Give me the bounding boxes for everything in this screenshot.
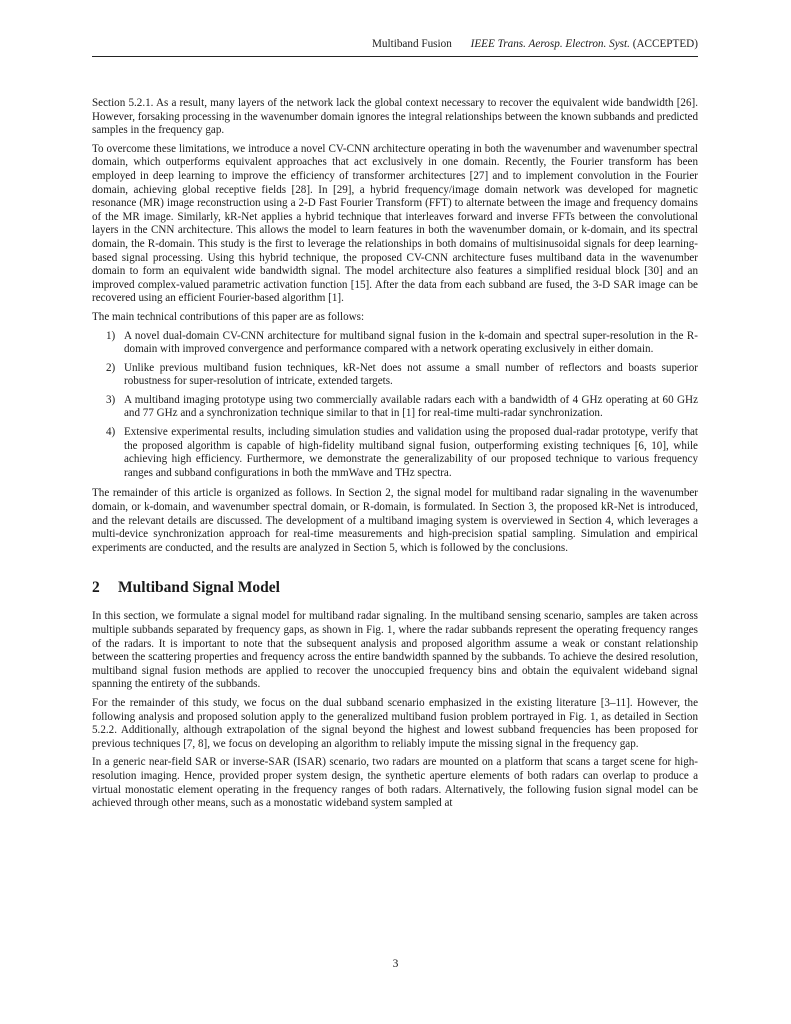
header-journal: IEEE Trans. Aerosp. Electron. Syst. bbox=[470, 38, 630, 50]
body-text bbox=[92, 97, 698, 816]
paragraph: The main technical contributions of this paper are as follows: bbox=[92, 310, 365, 323]
list-item bbox=[92, 330, 698, 357]
list-number: 3) bbox=[106, 393, 116, 406]
paragraph: In this section, we formulate a signal model for multiband radar signaling. In the multiband sensing scenario, samples are taken across multiple subbands separated by frequency gaps, as shown in Fig. 1, where the radar subbands represent the operating frequency ranges of the radars. It is important to note that the subsequent analysis and proposed algorithm assume a weak or constant relationship between the scattering properties and frequency across the entire bandwidth spanned by the subbands. To achieve the desired resolution, multiband signal fusion methods are applied to recover the unoccupied frequency bins and obtain the equivalent wideband signal spanning the entirety of the subbands. bbox=[92, 610, 698, 691]
section-title: Multiband Signal Model bbox=[118, 579, 280, 597]
header-status: (ACCEPTED) bbox=[632, 38, 698, 50]
list-text: A multiband imaging prototype using two commercially available radars each with a bandwidth of 4 GHz operating at 60 GHz and 77 GHz and a synchronization technique similar to that in [1] for real-time multi-radar synchronization. bbox=[124, 393, 698, 420]
list-number: 2) bbox=[106, 361, 116, 374]
list-item bbox=[92, 394, 698, 421]
list-number: 1) bbox=[106, 329, 116, 342]
list-number: 4) bbox=[106, 426, 116, 439]
page-number: 3 bbox=[392, 958, 399, 970]
list-text: Unlike previous multiband fusion techniques, kR-Net does not assume a small number of reflectors and boasts superior robustness for super-resolution of intricate, extended targets. bbox=[124, 361, 698, 388]
contributions-list bbox=[92, 330, 698, 481]
list-item bbox=[92, 362, 698, 389]
list-item bbox=[92, 426, 698, 480]
section-heading bbox=[92, 579, 698, 597]
list-text: A novel dual-domain CV-CNN architecture for multiband signal fusion in the k-domain and spectral super-resolution in the R-domain with improved convergence and performance compared with a network operating exclusively in either domain. bbox=[124, 329, 698, 356]
header-title: Multiband Fusion bbox=[371, 38, 452, 50]
section-number: 2 bbox=[92, 579, 100, 597]
paragraph: Section 5.2.1. As a result, many layers of the network lack the global context necessary to recover the equivalent wide bandwidth [26]. However, forsaking processing in the wavenumber domain ignores the integral relationships between the known subbands and predicted samples in the frequency gap. bbox=[92, 97, 698, 137]
paragraph: The remainder of this article is organized as follows. In Section 2, the signal model for multiband radar signaling in the wavenumber domain, or k-domain, and wavenumber spectral domain, or R-domain, is formulated. In Section 3, the proposed kR-Net is introduced, and the relevant details are discussed. The development of a multiband imaging system is overviewed in Section 4, which leverages a multi-device synchronization approach for real-time measurements and high-precision spatial sampling. Simulation and empirical experiments are conducted, and the results are analyzed in Section 5, which is followed by the conclusions. bbox=[92, 487, 698, 554]
paragraph: For the remainder of this study, we focus on the dual subband scenario emphasized in the existing literature [3–11]. However, the following analysis and proposed solution apply to the generalized multiband fusion problem portrayed in Fig. 1, as detailed in Section 5.2.2. Additionally, although extrapolation of the signal beyond the highest and lowest subband frequencies has been proposed for previous techniques [7, 8], we focus on developing an algorithm to reliably impute the missing signal in the frequency gap. bbox=[92, 696, 698, 750]
paragraph: To overcome these limitations, we introduce a novel CV-CNN architecture operating in both the wavenumber and wavenumber spectral domain, which outperforms equivalent approaches that act exclusively in one domain. Recently, the Fourier transform has been employed in deep learning to improve the efficiency of transformer architectures [27] and to implement convolution in the Fourier domain, achieving global receptive fields [28]. In [29], a hybrid frequency/image domain network was developed for magnetic resonance (MR) image reconstruction using a 2-D Fast Fourier Transform (FFT) to alternate between the image and frequency domains of the MR image. Similarly, kR-Net applies a hybrid technique that interleaves forward and inverse FFTs between the convolutional layers in the CNN architecture. This allows the model to learn features in both the wavenumber domain, or k-domain, and its spectral domain, the R-domain. This study is the first to leverage the relationships in both domains of multisinusoidal signals for deep learning-based signal processing. Using this hybrid technique, the proposed CV-CNN architecture fuses multiband data in the wavenumber domain to form an equivalent wide bandwidth signal. The model architecture also features a simplified residual block [30] and an improved complex-valued parametric activation function [15]. After the data from each subband are fused, the 3-D SAR image can be recovered using an efficient Fourier-based algorithm [1]. bbox=[92, 142, 698, 305]
paragraph: In a generic near-field SAR or inverse-SAR (ISAR) scenario, two radars are mounted on a platform that scans a target scene for high-resolution imaging. Hence, provided proper system design, the synthetic aperture elements of both radars can overlap to produce a virtual monostatic element operating in the frequency ranges of both radars. Alternatively, the following fusion signal model can be achieved through other means, such as a monostatic wideband system sampled at bbox=[92, 756, 698, 810]
running-header bbox=[92, 38, 698, 57]
list-text: Extensive experimental results, including simulation studies and validation using the proposed dual-radar prototype, verify that the proposed algorithm is capable of high-fidelity multiband signal fusion, outperforming existing techniques [6, 10], while achieving high efficiency. Furthermore, we demonstrate the generalizability of our proposed technique to various frequency ranges and subband configurations in both the mmWave and THz spectra. bbox=[124, 426, 698, 479]
